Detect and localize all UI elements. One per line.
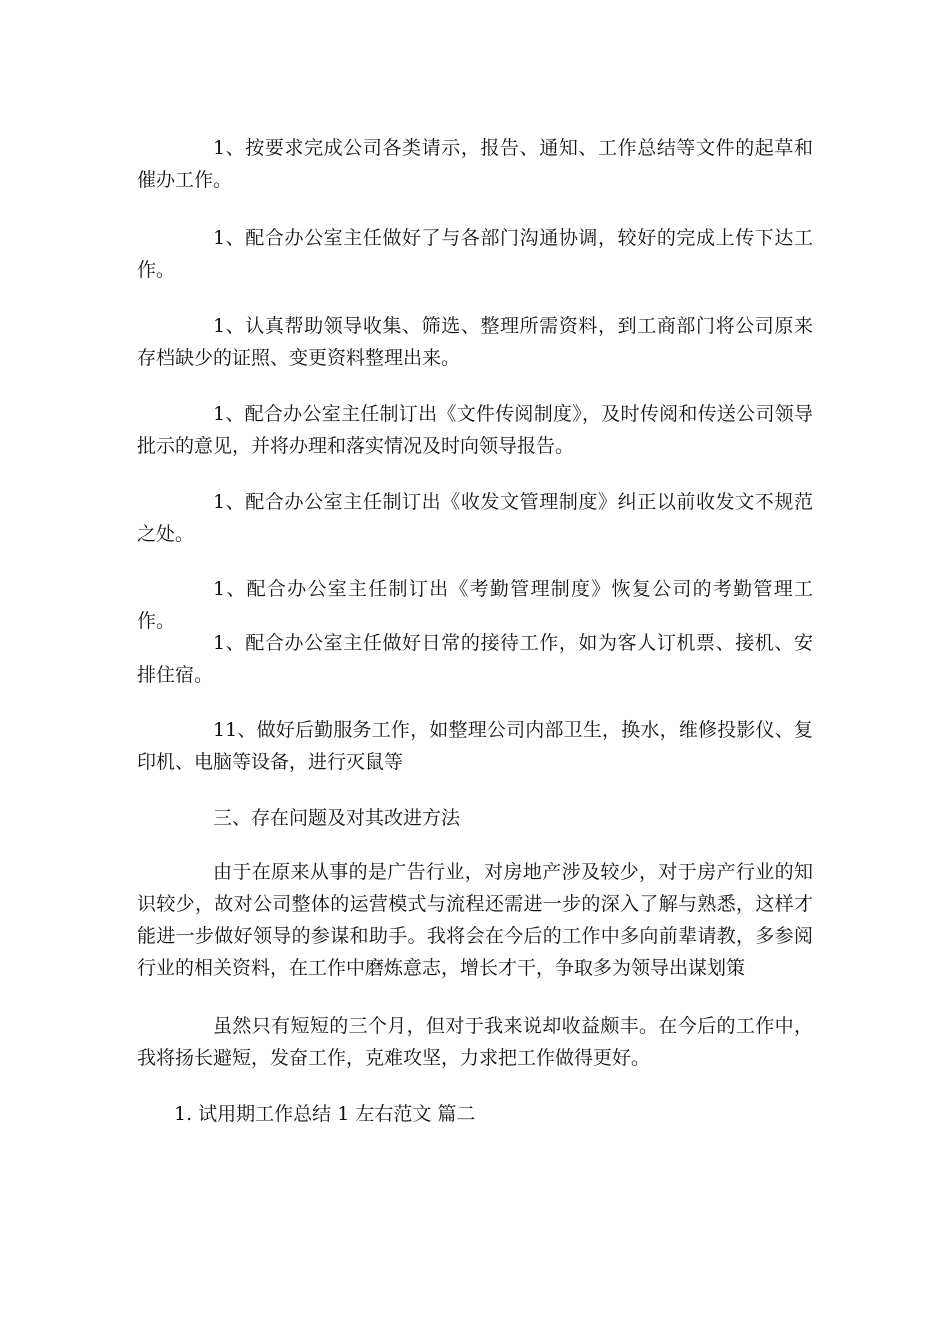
paragraph-6: 1、配合办公室主任制订出《考勤管理制度》恢复公司的考勤管理工作。 <box>137 578 813 632</box>
section-title: 1. 试用期工作总结 1 左右范文 篇二 <box>174 1103 476 1125</box>
paragraph-9: 由于在原来从事的是广告行业，对房地产涉及较少，对于房产行业的知识较少，故对公司整体的运营模式与流程还需进一步的深入了解与熟悉，这样才能进一步做好领导的参谋和助手。我将会在今后的工作中多向前辈请教，多参阅行业的相关资料，在工作中磨炼意志，增长才干，争取多为领导出谋划策 <box>137 861 813 979</box>
paragraph-3: 1、认真帮助领导收集、筛选、整理所需资料，到工商部门将公司原来存档缺少的证照、变更资料整理出来。 <box>137 315 813 369</box>
paragraph-5: 1、配合办公室主任制订出《收发文管理制度》纠正以前收发文不规范之处。 <box>137 491 813 545</box>
paragraph-10: 虽然只有短短的三个月，但对于我来说却收益颇丰。在今后的工作中，我将扬长避短，发奋工作，克难攻坚，力求把工作做得更好。 <box>137 1015 813 1069</box>
paragraph-8: 11、做好后勤服务工作，如整理公司内部卫生，换水，维修投影仪、复印机、电脑等设备，进行灭鼠等 <box>137 719 813 773</box>
paragraph-2: 1、配合办公室主任做好了与各部门沟通协调，较好的完成上传下达工作。 <box>137 227 813 281</box>
paragraph-4: 1、配合办公室主任制订出《文件传阅制度》，及时传阅和传送公司领导批示的意见，并将办理和落实情况及时向领导报告。 <box>137 403 813 457</box>
paragraph-7: 1、配合办公室主任做好日常的接待工作，如为客人订机票、接机、安排住宿。 <box>137 632 813 686</box>
section-heading-3: 三、存在问题及对其改进方法 <box>213 807 461 829</box>
paragraph-1: 1、按要求完成公司各类请示，报告、通知、工作总结等文件的起草和催办工作。 <box>137 137 813 191</box>
